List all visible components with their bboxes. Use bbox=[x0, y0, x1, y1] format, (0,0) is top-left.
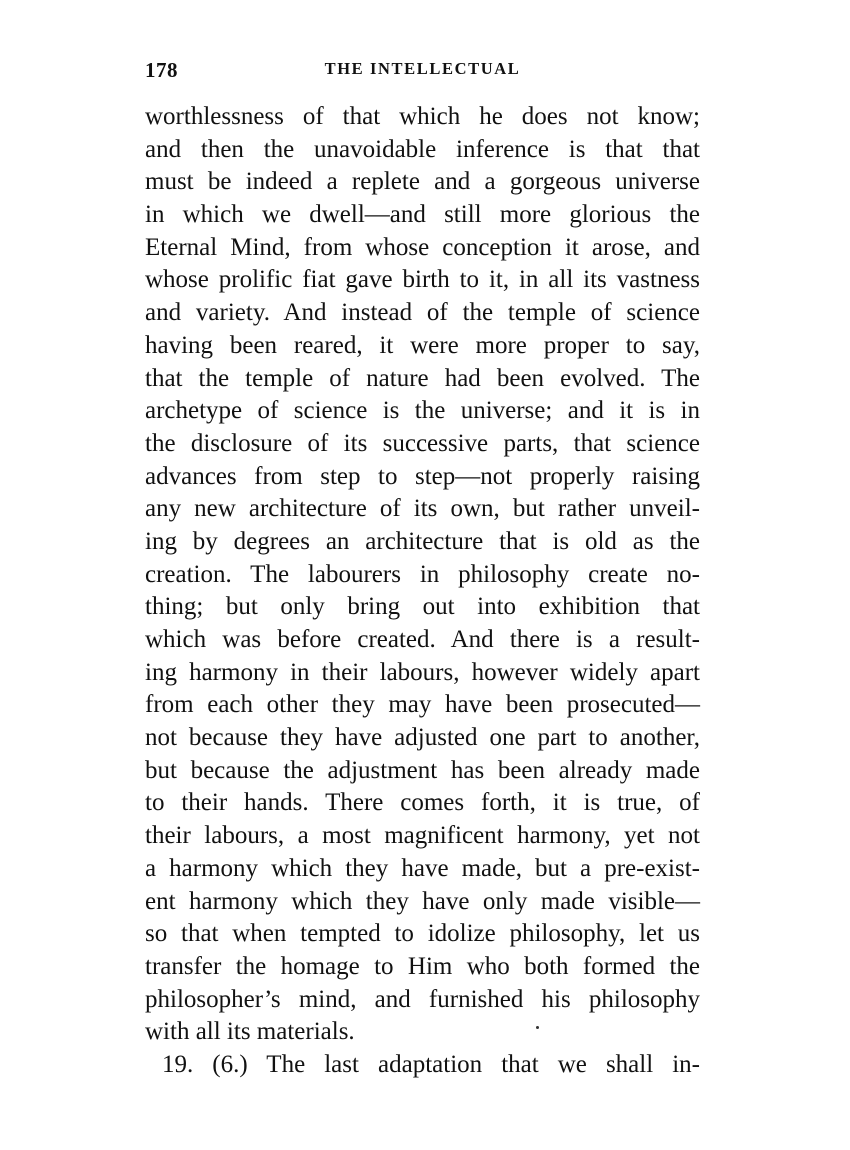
text-line: transfer the homage to Him who both formed the bbox=[145, 952, 700, 980]
text-line: ing by degrees an architecture that is old as the bbox=[145, 527, 700, 555]
paragraph-end-line: with all its materials. bbox=[145, 1018, 355, 1046]
text-line: and variety. And instead of the temple of science bbox=[145, 299, 700, 327]
text-line: ing harmony in their labours, however widely apart bbox=[145, 658, 700, 686]
text-line: ent harmony which they have only made visible— bbox=[145, 887, 700, 915]
text-line: philosopher’s mind, and furnished his philosophy bbox=[145, 985, 700, 1013]
text-line: having been reared, it were more proper to say, bbox=[145, 331, 700, 359]
running-header bbox=[145, 58, 700, 84]
text-line: creation. The labourers in philosophy create no- bbox=[145, 560, 700, 588]
text-line: to their hands. There comes forth, it is true, of bbox=[145, 789, 700, 817]
text-line: in which we dwell—and still more glorious the bbox=[145, 201, 700, 229]
body-text bbox=[145, 101, 700, 1082]
text-line: the disclosure of its successive parts, that science bbox=[145, 429, 700, 457]
ink-speck bbox=[536, 1026, 539, 1029]
text-line: any new architecture of its own, but rather unveil- bbox=[145, 495, 700, 523]
text-line: and then the unavoidable inference is that that bbox=[145, 135, 700, 163]
text-line: archetype of science is the universe; and it is in bbox=[145, 397, 700, 425]
text-line: worthlessness of that which he does not know; bbox=[145, 103, 700, 130]
text-line: but because the adjustment has been already made bbox=[145, 756, 700, 784]
text-line: so that when tempted to idolize philosophy, let us bbox=[145, 920, 700, 948]
text-line: that the temple of nature had been evolved. The bbox=[145, 364, 700, 392]
running-title: THE INTELLECTUAL bbox=[324, 59, 521, 78]
text-line: advances from step to step—not properly raising bbox=[145, 462, 700, 490]
text-line: not because they have adjusted one part to another, bbox=[145, 724, 700, 752]
text-line: which was before created. And there is a result- bbox=[145, 626, 700, 653]
section-start-line: 19. (6.) The last adaptation that we shall in- bbox=[162, 1050, 700, 1078]
page-number: 178 bbox=[145, 58, 178, 82]
text-line: their labours, a most magnificent harmony, yet not bbox=[145, 822, 700, 850]
text-line: Eternal Mind, from whose conception it arose, and bbox=[145, 233, 700, 261]
text-line: from each other they may have been prosecuted— bbox=[145, 691, 700, 719]
text-line: a harmony which they have made, but a pre-exist- bbox=[145, 854, 700, 882]
text-line: thing; but only bring out into exhibition that bbox=[145, 593, 700, 621]
text-line: must be indeed a replete and a gorgeous universe bbox=[145, 168, 700, 196]
text-line: whose prolific fiat gave birth to it, in all its vastness bbox=[145, 266, 700, 294]
